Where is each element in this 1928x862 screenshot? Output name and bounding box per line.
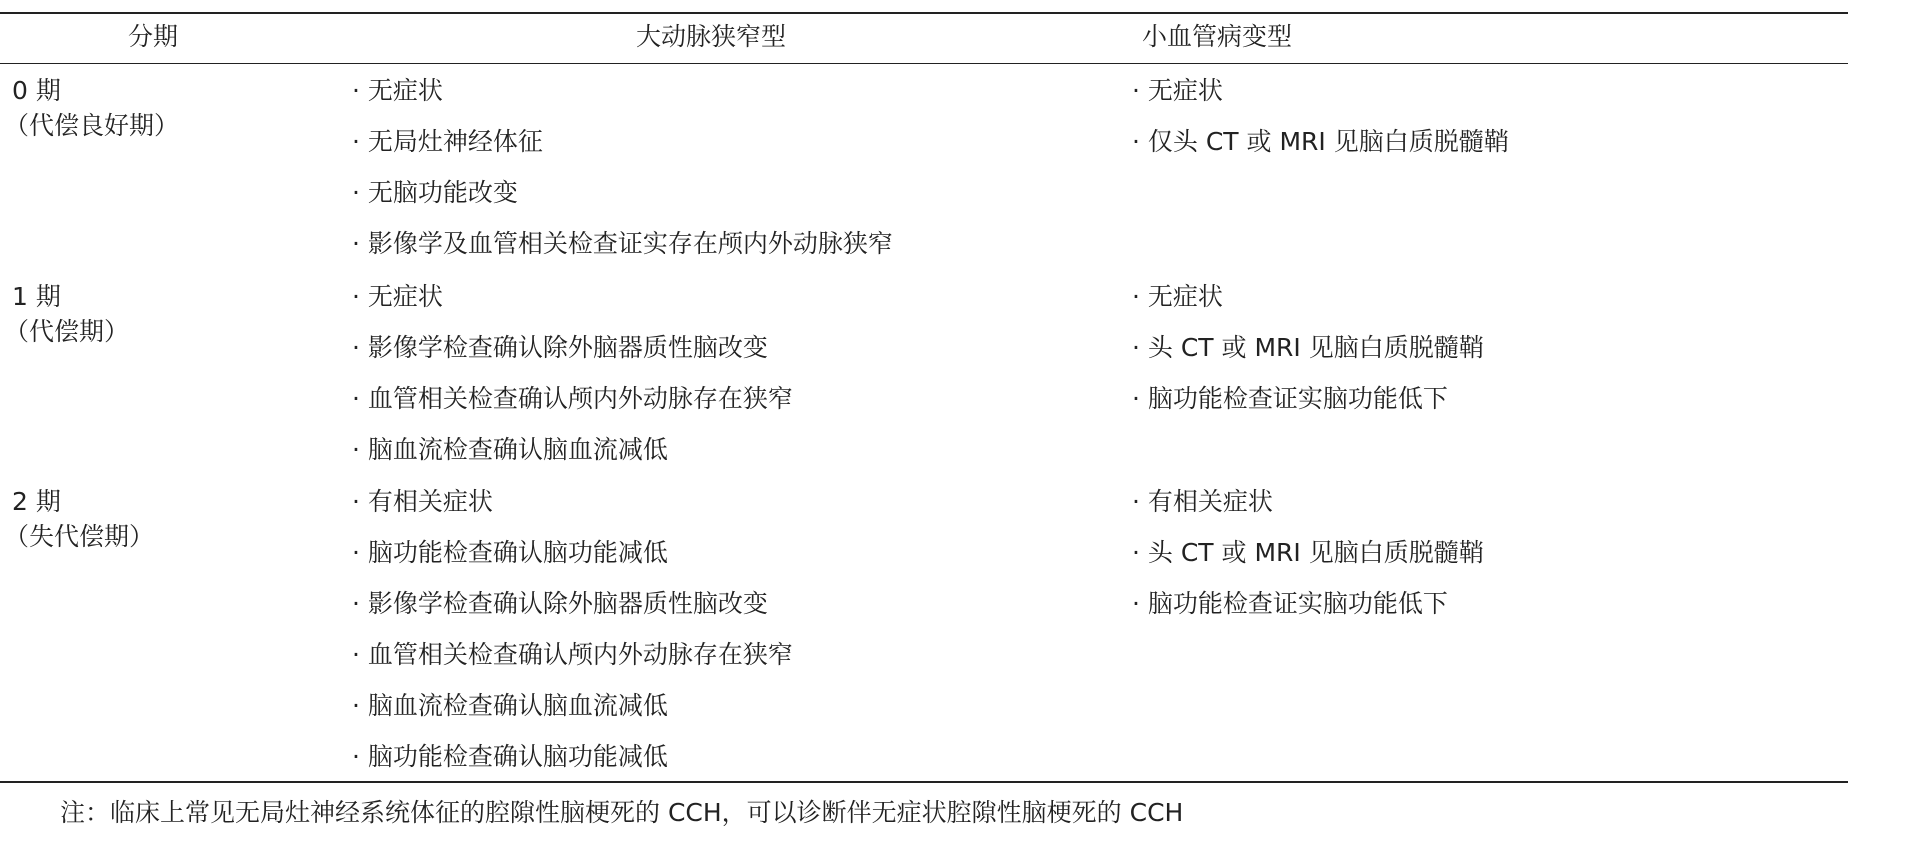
stage-number: 0 期 <box>12 76 61 105</box>
stage-subtitle: （代偿良好期） <box>4 111 180 140</box>
small-item: · 脑功能检查证实脑功能低下 <box>1132 384 1448 413</box>
major-item: · 无症状 <box>352 76 443 105</box>
stage-number: 1 期 <box>12 282 61 311</box>
major-item: · 脑血流检查确认脑血流减低 <box>352 435 668 464</box>
stage-subtitle: （失代偿期） <box>4 522 155 551</box>
stage-subtitle: （代偿期） <box>4 317 130 346</box>
small-item: · 头 CT 或 MRI 见脑白质脱髓鞘 <box>1132 333 1484 362</box>
header-major-artery: 大动脉狭窄型 <box>636 22 787 51</box>
major-item: · 影像学检查确认除外脑器质性脑改变 <box>352 333 768 362</box>
small-item: · 仅头 CT 或 MRI 见脑白质脱髓鞘 <box>1132 127 1509 156</box>
major-item: · 血管相关检查确认颅内外动脉存在狭窄 <box>352 640 793 669</box>
major-item: · 脑功能检查确认脑功能减低 <box>352 742 668 771</box>
major-item: · 无局灶神经体征 <box>352 127 543 156</box>
small-item: · 脑功能检查证实脑功能低下 <box>1132 589 1448 618</box>
table-footnote: 注：临床上常见无局灶神经系统体征的腔隙性脑梗死的 CCH，可以诊断伴无症状腔隙性脑梗死的 CCH <box>60 798 1184 827</box>
small-item: · 头 CT 或 MRI 见脑白质脱髓鞘 <box>1132 538 1484 567</box>
header-small-vessel: 小血管病变型 <box>1142 22 1293 51</box>
major-item: · 脑功能检查确认脑功能减低 <box>352 538 668 567</box>
header-stage: 分期 <box>128 22 179 51</box>
major-item: · 影像学及血管相关检查证实存在颅内外动脉狭窄 <box>352 229 893 258</box>
major-item: · 无症状 <box>352 282 443 311</box>
stage-number: 2 期 <box>12 487 61 516</box>
small-item: · 有相关症状 <box>1132 487 1273 516</box>
table-top-rule <box>0 12 1848 14</box>
small-item: · 无症状 <box>1132 76 1223 105</box>
major-item: · 脑血流检查确认脑血流减低 <box>352 691 668 720</box>
major-item: · 血管相关检查确认颅内外动脉存在狭窄 <box>352 384 793 413</box>
header-bottom-rule <box>0 63 1848 64</box>
small-item: · 无症状 <box>1132 282 1223 311</box>
major-item: · 有相关症状 <box>352 487 493 516</box>
major-item: · 影像学检查确认除外脑器质性脑改变 <box>352 589 768 618</box>
major-item: · 无脑功能改变 <box>352 178 518 207</box>
table-bottom-rule <box>0 781 1848 783</box>
